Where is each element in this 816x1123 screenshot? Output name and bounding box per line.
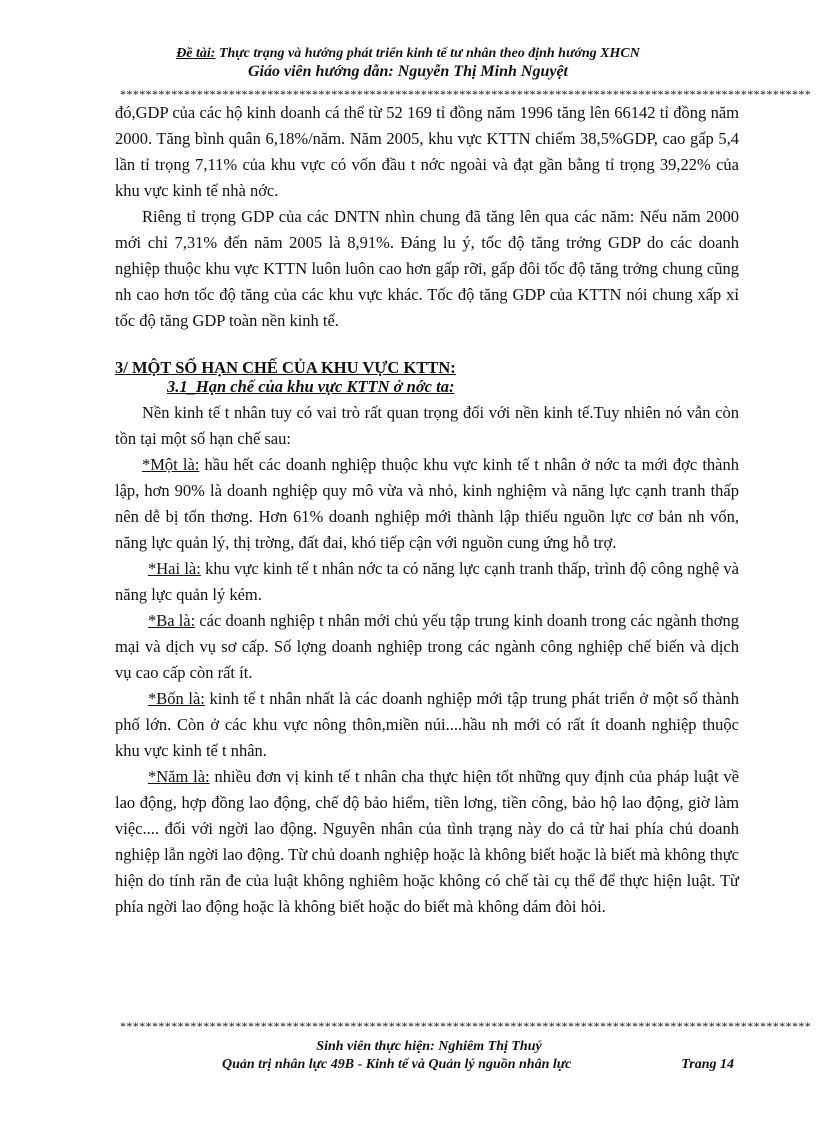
teacher-name: Nguyễn Thị Minh Nguyệt (397, 63, 568, 80)
item-label: *Năm là: (148, 767, 210, 786)
paragraph: đó,GDP của các hộ kinh doanh cá thể từ 52 169 tỉ đồng năm 1996 tăng lên 66142 tỉ đồng năm 2000. Tăng bình quân 6,18%/năm. Năm 2005, khu vực KTTN chiếm 38,5%GDP, cao gấp 5,4 lần tỉ trọng 7,11% của khu vực có vốn đầu t nớc ngoài và đạt gần bằng tỉ trọng 39,22% của khu vực kinh tế nhà nớc. (115, 103, 739, 200)
item-text: hầu hết các doanh nghiệp thuộc khu vực kinh tế t nhân ở nớc ta mới đợc thành lập, hơn 90% là doanh nghiệp quy mô vừa và nhỏ, kinh nghiệm và năng lực cạnh tranh thấp nên dễ bị tổn thơng. Hơn 61% doanh nghiệp mới thành lập thiếu nguồn lực cơ bản nh vốn, năng lực quản lý, thị trờng, đất đai, khó tiếp cận với nguồn cung ứng hỗ trợ. (115, 455, 739, 552)
list-item (115, 686, 739, 764)
section-title: 3/ MỘT SỐ HẠN CHẾ CỦA KHU VỰC KTTN: (115, 358, 456, 377)
document-body (115, 100, 739, 920)
list-item (115, 764, 739, 920)
teacher-line (0, 62, 816, 81)
list-item (115, 452, 739, 556)
item-text: các doanh nghiệp t nhân mới chủ yếu tập trung kinh doanh trong các ngành thơng mại và dịch vụ sơ cấp. Số lợng doanh nghiệp trong các ngành công nghiệp chế biến và dịch vụ cao cấp còn rất ít. (115, 611, 739, 682)
footer-row (120, 1056, 738, 1074)
subsection-title: 3.1_Hạn chế của khu vực KTTN ở nớc ta: (167, 377, 455, 396)
page-header (0, 46, 816, 81)
item-label: *Ba là: (148, 611, 196, 630)
item-label: *Hai là: (148, 559, 201, 578)
topic-line (0, 46, 816, 62)
list-item (115, 608, 739, 686)
class-info: Quản trị nhân lực 49B - Kinh tế và Quản lý nguồn nhân lực (222, 1057, 572, 1072)
page-footer (120, 1038, 738, 1074)
teacher-label: Giáo viên hướng dẫn: (248, 63, 398, 80)
item-label: *Một là: (142, 455, 200, 474)
page-number: Trang 14 (681, 1057, 734, 1072)
student-name: Sinh viên thực hiện: Nghiêm Thị Thuý (316, 1039, 542, 1054)
topic-label: Đề tài: (176, 46, 216, 61)
paragraph: Nền kinh tế t nhân tuy có vai trò rất quan trọng đối với nền kinh tế.Tuy nhiên nó vẫn còn tồn tại một số hạn chế sau: (115, 403, 739, 448)
item-text: khu vực kinh tế t nhân nớc ta có năng lực cạnh tranh thấp, trình độ công nghệ và năng lực quản lý kém. (115, 559, 739, 604)
paragraph: Riêng tỉ trọng GDP của các DNTN nhìn chung đã tăng lên qua các năm: Nếu năm 2000 mới chỉ 7,31% đến năm 2005 là 8,91%. Đáng lu ý, tốc độ tăng trởng GDP do các doanh nghiệp thuộc khu vực KTTN luôn luôn cao hơn gấp rỡi, gấp đôi tốc độ tăng trởng chung cũng nh cao hơn tốc độ tăng của các khu vực khác. Tốc độ tăng GDP của KTTN nói chung xấp xỉ tốc độ tăng GDP toàn nền kinh tế. (115, 207, 739, 330)
item-text: nhiều đơn vị kinh tế t nhân cha thực hiện tốt những quy định của pháp luật về lao động, hợp đồng lao động, chế độ bảo hiểm, tiền lơng, tiền công, bảo hộ lao động, giờ làm việc.... đối với ngời lao động. Nguyên nhân của tình trạng này do cả từ hai phía chủ doanh nghiệp lẫn ngời lao động. Từ chủ doanh nghiệp hoặc là không biết hoặc là biết mà không thực hiện do tính răn đe của luật không nghiêm hoặc không có chế tài cụ thể để thực hiện luật. Từ phía ngời lao động hoặc là không biết hoặc do biết mà không dám đòi hỏi. (115, 767, 739, 916)
footer-separator: ************************************************************************************************************ (120, 1019, 812, 1033)
item-label: *Bốn là: (148, 689, 205, 708)
header-separator: ************************************************************************************************************ (120, 87, 812, 101)
item-text: kinh tế t nhân nhất là các doanh nghiệp mới tập trung phát triển ở một số thành phố lớn. Còn ở các khu vực nông thôn,miền núi....hầu nh mới có rất ít doanh nghiệp thuộc khu vực kinh tế t nhân. (115, 689, 739, 760)
list-item (115, 556, 739, 608)
topic-text: Thực trạng và hướng phát triển kinh tế tư nhân theo định hướng XHCN (215, 46, 640, 61)
